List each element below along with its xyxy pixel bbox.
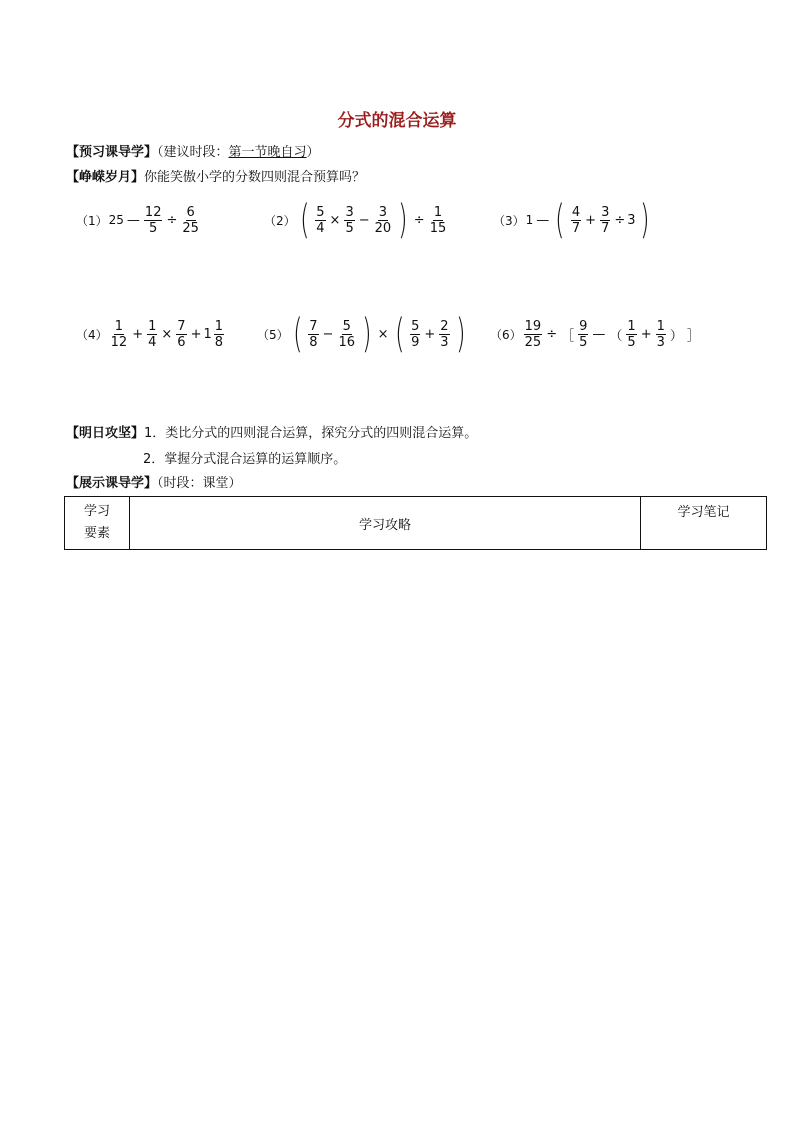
right-paren: )	[362, 311, 372, 357]
numerator: 9	[579, 318, 588, 334]
preview-heading: 【预习课导学】	[66, 145, 158, 160]
operator: ×	[377, 326, 389, 342]
problem-label: （1）	[76, 213, 108, 228]
denominator: 25	[182, 220, 199, 236]
number: 3	[627, 212, 636, 228]
fraction	[176, 319, 186, 350]
denominator: 4	[148, 334, 157, 350]
operator: +	[585, 212, 597, 228]
numerator: 1	[214, 318, 224, 334]
preview-line	[66, 143, 320, 163]
goals-item-1: 1．类比分式的四则混合运算，探究分式的四则混合运算。	[144, 426, 478, 441]
operator: −	[322, 326, 334, 342]
operator: ÷	[614, 212, 626, 228]
header-text: 学习	[83, 504, 110, 519]
numerator: 5	[316, 204, 325, 220]
denominator: 8	[214, 334, 224, 350]
operator: —	[126, 212, 140, 228]
fraction	[315, 205, 325, 236]
fraction	[374, 205, 393, 236]
right-bracket: ］	[686, 328, 700, 344]
denominator: 3	[440, 334, 449, 350]
suggest-time: 第一节晚自习	[228, 145, 307, 160]
suggest-prefix: （建议时段：	[157, 145, 229, 160]
numerator: 5	[411, 318, 420, 334]
left-paren: (	[555, 197, 565, 243]
denominator: 12	[110, 334, 128, 350]
problem-2	[264, 197, 449, 243]
numerator: 1	[433, 204, 443, 220]
denominator: 8	[309, 334, 318, 350]
numerator: 5	[342, 318, 351, 334]
header-cell-notes: 学习笔记	[641, 497, 767, 550]
denominator: 5	[579, 334, 588, 350]
problem-3	[493, 197, 653, 243]
operator: ×	[161, 326, 173, 342]
numerator: 3	[601, 204, 610, 220]
fraction	[656, 319, 666, 350]
number: 25	[108, 213, 124, 227]
fraction	[344, 205, 354, 236]
header-text: 要素	[83, 526, 110, 541]
numerator: 1	[148, 318, 157, 334]
operator: +	[132, 326, 144, 342]
operator: ÷	[546, 326, 558, 342]
operator: +	[424, 326, 436, 342]
denominator: 16	[338, 334, 355, 350]
operator: ÷	[413, 212, 425, 228]
fraction	[144, 205, 163, 236]
fraction	[571, 205, 581, 236]
left-paren: (	[292, 311, 303, 357]
numerator: 2	[440, 318, 449, 334]
denominator: 5	[149, 220, 158, 236]
numerator: 12	[144, 204, 162, 220]
denominator: 6	[177, 334, 186, 350]
denominator: 25	[524, 334, 542, 350]
operator: −	[358, 212, 370, 228]
numerator: 19	[524, 318, 542, 334]
right-paren: ）	[669, 328, 683, 344]
table-row	[65, 497, 767, 550]
denominator: 20	[374, 220, 392, 236]
display-line	[66, 474, 242, 494]
review-line	[66, 168, 365, 188]
study-table	[64, 496, 767, 550]
review-heading: 【峥嵘岁月】	[66, 170, 145, 185]
fraction	[600, 205, 610, 236]
operator: —	[592, 326, 606, 342]
review-question: 你能笑傲小学的分数四则混合预算吗？	[144, 170, 366, 185]
operator: ×	[329, 212, 341, 228]
whole-number: 1	[203, 326, 212, 342]
fraction	[524, 319, 543, 350]
numerator: 6	[186, 204, 195, 220]
fraction	[410, 319, 420, 350]
fraction	[214, 319, 224, 350]
fraction	[110, 319, 129, 350]
numerator: 1	[114, 318, 124, 334]
goals-line-1	[66, 424, 477, 444]
suggest-suffix: ）	[306, 145, 320, 160]
operator: ÷	[166, 212, 178, 228]
goals-heading: 【明日攻坚】	[66, 426, 145, 441]
header-cell-strategy: 学习攻略	[130, 497, 641, 550]
problem-5	[257, 311, 469, 357]
denominator: 4	[316, 220, 325, 236]
fraction	[181, 205, 200, 236]
left-paren: （	[609, 328, 623, 344]
fraction	[147, 319, 157, 350]
operator: —	[536, 212, 550, 228]
numerator: 7	[177, 318, 186, 334]
fraction	[626, 319, 636, 350]
denominator: 5	[345, 220, 354, 236]
numerator: 4	[571, 204, 581, 220]
header-cell-elements	[65, 497, 130, 550]
problem-label: （5）	[257, 327, 289, 342]
page-title: 分式的混合运算	[337, 111, 457, 131]
left-bracket: ［	[561, 328, 575, 344]
numerator: 3	[378, 204, 388, 220]
numerator: 3	[345, 204, 354, 220]
denominator: 3	[656, 334, 665, 350]
problem-6	[490, 314, 702, 354]
fraction	[429, 205, 448, 236]
problem-4	[76, 314, 226, 354]
fraction	[337, 319, 356, 350]
problem-label: （4）	[76, 327, 108, 342]
problem-label: （2）	[264, 213, 296, 228]
display-time: （时段：课堂）	[157, 476, 242, 491]
number: 1	[525, 213, 534, 227]
denominator: 15	[429, 220, 447, 236]
left-paren: (	[299, 197, 310, 243]
fraction	[439, 319, 449, 350]
operator: +	[640, 326, 652, 342]
denominator: 5	[627, 334, 636, 350]
fraction	[308, 319, 318, 350]
operator: +	[190, 326, 202, 342]
right-paren: )	[455, 311, 466, 357]
denominator: 9	[411, 334, 420, 350]
left-paren: (	[394, 311, 404, 357]
goals-item-2: 2．掌握分式混合运算的运算顺序。	[143, 452, 347, 467]
right-paren: )	[639, 197, 650, 243]
numerator: 7	[309, 318, 318, 334]
numerator: 1	[627, 318, 636, 334]
problem-1	[76, 200, 202, 240]
right-paren: )	[398, 197, 408, 243]
denominator: 7	[571, 220, 581, 236]
display-heading: 【展示课导学】	[66, 476, 158, 491]
numerator: 1	[656, 318, 665, 334]
denominator: 7	[601, 220, 610, 236]
problem-label: （3）	[493, 213, 525, 228]
problem-label: （6）	[490, 327, 522, 342]
fraction	[578, 319, 588, 350]
